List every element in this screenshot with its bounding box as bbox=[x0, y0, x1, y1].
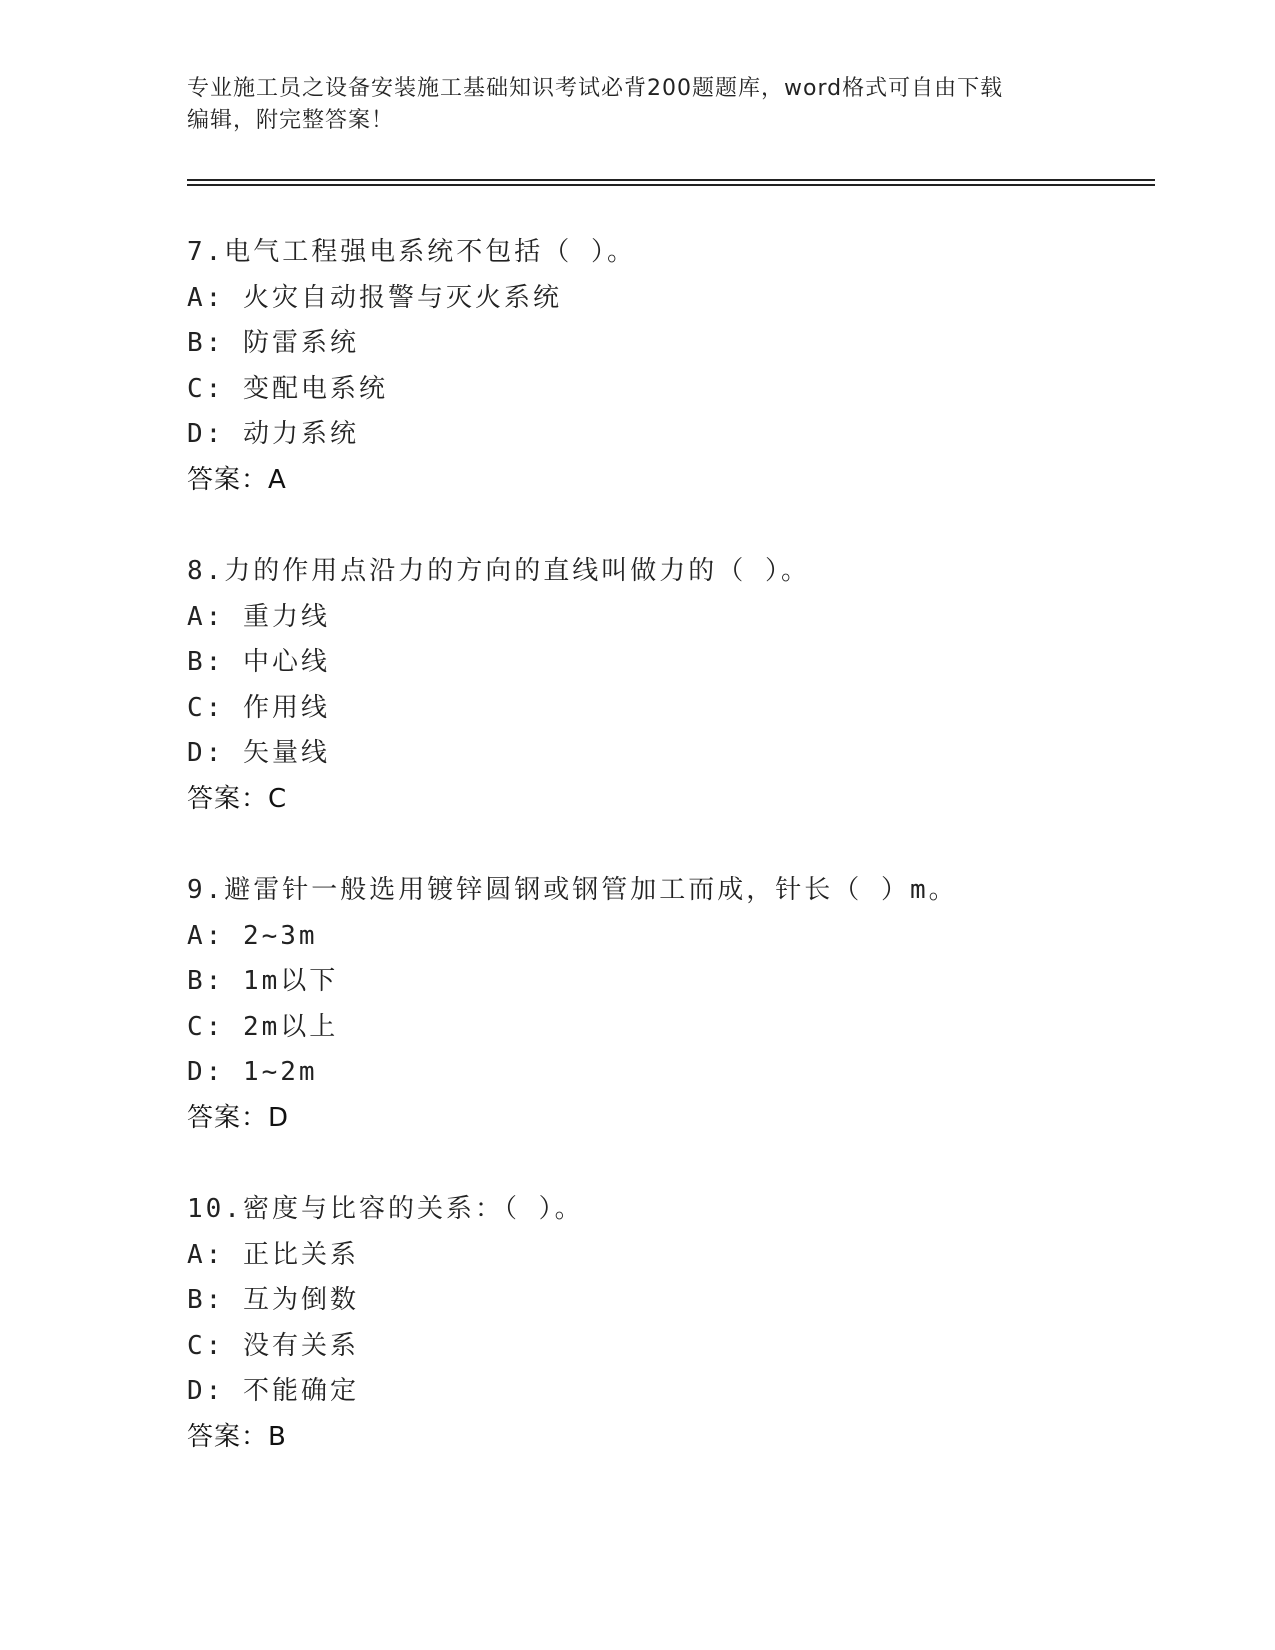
option-d: D: 矢量线 bbox=[187, 738, 330, 768]
option-d: D: 不能确定 bbox=[187, 1376, 359, 1406]
answer-line: 答案：C bbox=[187, 783, 288, 814]
answer-line: 答案：A bbox=[187, 464, 287, 495]
option-b: B: 中心线 bbox=[187, 647, 330, 677]
answer-line: 答案：D bbox=[187, 1102, 290, 1133]
option-c: C: 变配电系统 bbox=[187, 373, 388, 404]
question-stem: 10.密度与比容的关系：（ ）。 bbox=[187, 1194, 584, 1224]
question-7 bbox=[187, 230, 1147, 503]
option-a: A: 正比关系 bbox=[187, 1239, 359, 1270]
option-c: C: 作用线 bbox=[187, 692, 330, 723]
question-8 bbox=[187, 549, 1147, 822]
option-a: A: 2~3m bbox=[187, 920, 318, 951]
header-line-2: 编辑，附完整答案！ bbox=[187, 108, 395, 133]
question-stem: 9.避雷针一般选用镀锌圆钢或钢管加工而成，针长（ ）m。 bbox=[187, 875, 958, 905]
option-c: C: 没有关系 bbox=[187, 1330, 359, 1361]
option-c: C: 2m以上 bbox=[187, 1011, 339, 1042]
question-9 bbox=[187, 868, 1147, 1141]
header-line-1: 专业施工员之设备安装施工基础知识考试必背200题题库，word格式可自由下载 bbox=[187, 76, 1004, 101]
option-b: B: 1m以下 bbox=[187, 966, 339, 996]
question-10 bbox=[187, 1187, 1147, 1460]
answer-line: 答案：B bbox=[187, 1421, 287, 1452]
option-a: A: 重力线 bbox=[187, 601, 330, 632]
question-stem: 8.力的作用点沿力的方向的直线叫做力的（ ）。 bbox=[187, 556, 810, 586]
option-a: A: 火灾自动报警与灭火系统 bbox=[187, 282, 562, 313]
option-d: D: 1~2m bbox=[187, 1057, 318, 1087]
question-stem: 7.电气工程强电系统不包括（ ）。 bbox=[187, 237, 636, 267]
header-divider-top bbox=[187, 179, 1155, 181]
option-d: D: 动力系统 bbox=[187, 419, 359, 449]
header-divider-bottom bbox=[187, 184, 1155, 186]
option-b: B: 防雷系统 bbox=[187, 328, 359, 358]
document-header bbox=[187, 73, 1087, 137]
option-b: B: 互为倒数 bbox=[187, 1285, 359, 1315]
